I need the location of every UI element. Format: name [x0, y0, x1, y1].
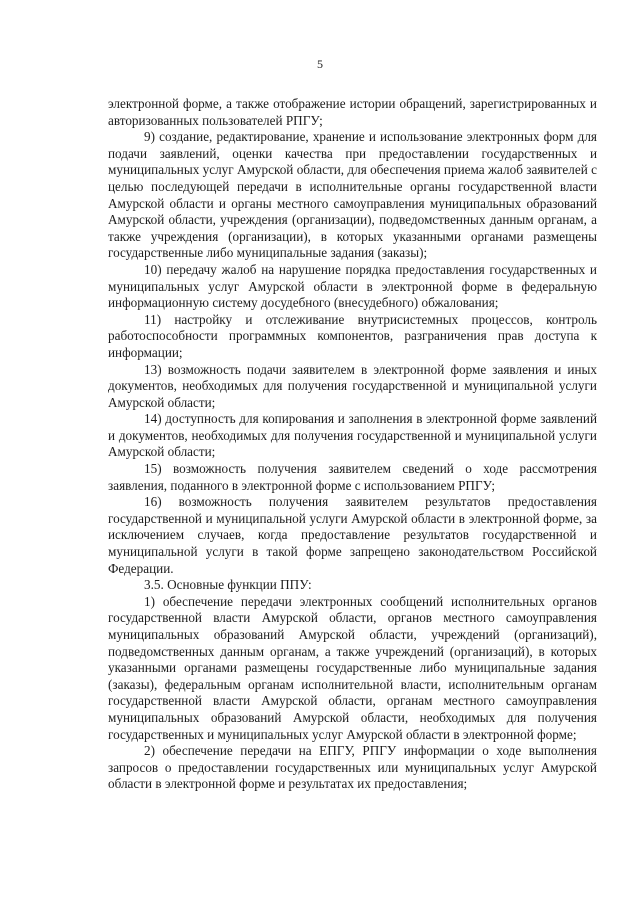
section-heading-3-5: 3.5. Основные функции ППУ: — [144, 577, 312, 593]
paragraph-item-10: 10) передачу жалоб на нарушение порядка предоставления государственных и муниципальных услуг Амурской области в электронной форме в федеральную информационную систему досудебного (внесудебного) обжалования; — [108, 261, 597, 311]
paragraph-continuation: электронной форме, а также отображение истории обращений, зарегистрированных и авторизованных пользователей РПГУ; — [108, 96, 597, 128]
paragraph-item-16: 16) возможность получения заявителем результатов предоставления государственной и муниципальной услуги Амурской области в электронной форме, за исключением случаев, когда предоставление результатов государственной и муниципальной услуги в такой форме запрещено законодательством Российской Федерации. — [108, 494, 597, 576]
page-number: 5 — [317, 57, 323, 71]
paragraph-ppu-item-2: 2) обеспечение передачи на ЕПГУ, РПГУ информации о ходе выполнения запросов о предоставлении государственных или муниципальных услуг Амурской области в электронной форме и результатах их предоставления; — [108, 743, 597, 792]
paragraph-item-11: 11) настройку и отслеживание внутрисистемных процессов, контроль работоспособности программных компонентов, разграничения прав доступа к информации; — [108, 311, 597, 360]
paragraph-item-15: 15) возможность получения заявителем сведений о ходе рассмотрения заявления, поданного в электронной форме с использованием РПГУ; — [108, 461, 597, 493]
paragraph-item-9: 9) создание, редактирование, хранение и использование электронных форм для подачи заявлений, оценки качества при предоставлении государственных и муниципальных услуг Амурской области, для обеспечения приема жалоб заявителей с целью последующей передачи в исполнительные органы государственной власти Амурской области и органы местного самоуправления муниципальных образований Амурской области, учреждения (организации), подведомственных данным органам, а также учреждения (организации), в которых указанными органами размещены государственные либо муниципальные задания (заказы); — [108, 129, 597, 261]
paragraph-item-14: 14) доступность для копирования и заполнения в электронной форме заявлений и документов, необходимых для получения государственной и муниципальной услуги Амурской области; — [108, 411, 597, 460]
paragraph-item-13: 13) возможность подачи заявителем в электронной форме заявления и иных документов, необходимых для получения государственной и муниципальной услуги Амурской области; — [108, 361, 597, 410]
paragraph-ppu-item-1: 1) обеспечение передачи электронных сообщений исполнительных органов государственной власти Амурской области, органов местного самоуправления муниципальных образований Амурской области, учреждений (организаций), подведомственных данным органам, а также учреждений (организаций), в которых указанными органами размещены государственные либо муниципальные задания (заказы), федеральным органам исполнительной власти, исполнительным органам государственной власти Амурской области, органам местного самоуправления муниципальных образований Амурской области, необходимых для получения государственных и муниципальных услуг Амурской области в электронной форме; — [108, 593, 597, 742]
document-body — [108, 96, 597, 793]
